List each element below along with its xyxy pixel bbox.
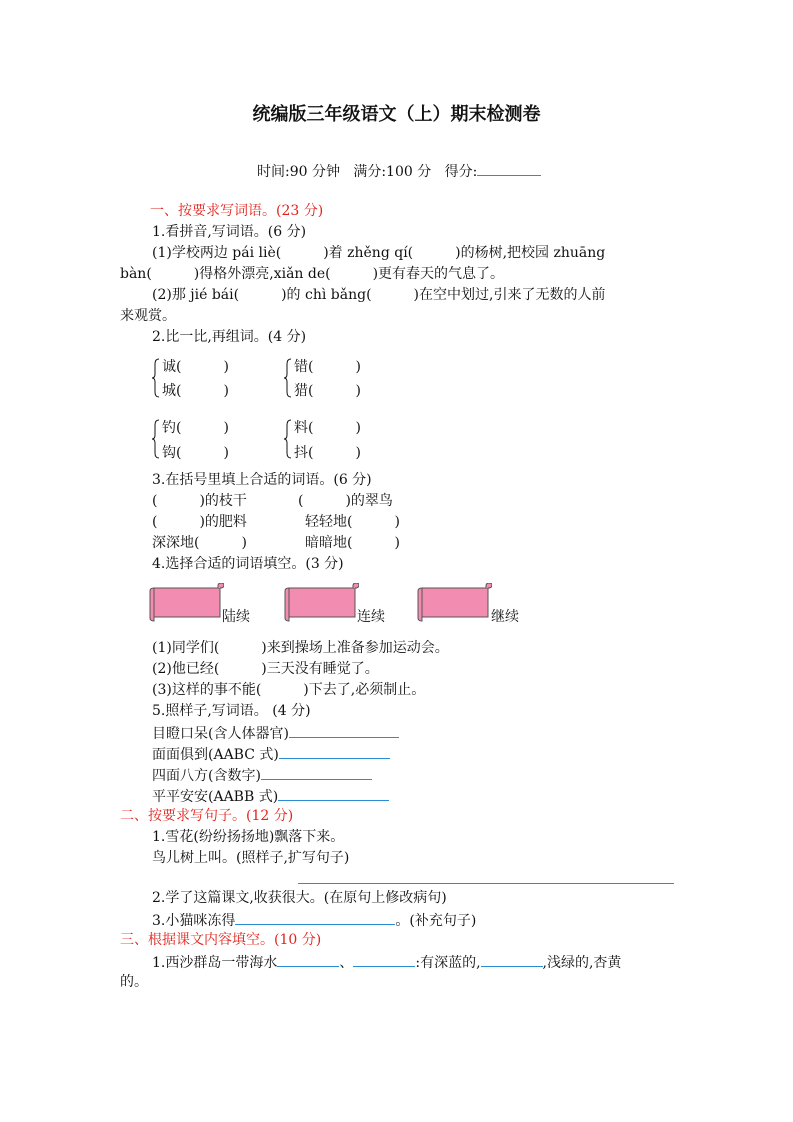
q2-word: 抖( ) xyxy=(294,445,361,461)
page-title: 统编版三年级语文（上）期末检测卷 xyxy=(252,104,541,125)
section-1-heading: 一、按要求写词语。(23 分) xyxy=(150,203,324,219)
section-3-heading: 三、根据课文内容填空。(10 分) xyxy=(120,932,322,948)
answer-blank[interactable] xyxy=(277,951,339,967)
q1-line: 来观赏。 xyxy=(120,308,176,324)
brace-icon xyxy=(152,358,160,398)
answer-line[interactable] xyxy=(298,883,674,884)
answer-blank[interactable] xyxy=(289,722,399,738)
s2-line: 3.小猫咪冻得 。(补充句子) xyxy=(152,909,476,931)
q1-line: (2)那 jié bái( )的 chì bǎng( )在空中划过,引来了无数的人前 xyxy=(152,287,606,303)
q1-line: bàn( )得格外漂亮,xiǎn de( )更有春天的气息了。 xyxy=(120,266,505,282)
q2-word: 错( ) xyxy=(294,359,361,375)
answer-blank[interactable] xyxy=(279,743,390,759)
score-blank[interactable] xyxy=(477,160,541,176)
time-info: 时间:90 分钟 xyxy=(257,164,340,180)
q1-line: (1)学校两边 pái liè( )着 zhěng qí( )的杨树,把校园 zhuāng xyxy=(152,245,606,261)
brace-icon xyxy=(284,358,292,398)
q2-title: 2.比一比,再组词。(4 分) xyxy=(152,329,307,345)
q3-item: ( )的枝干 xyxy=(152,493,247,509)
q4-line: (2)他已经( )三天没有睡觉了。 xyxy=(152,661,379,677)
scroll-icon xyxy=(416,583,492,623)
q3-item: ( )的肥料 xyxy=(152,514,247,530)
q5-item: 目瞪口呆(含人体器官) xyxy=(152,722,399,744)
word-option: 继续 xyxy=(491,609,519,625)
q4-line: (1)同学们( )来到操场上准备参加运动会。 xyxy=(152,640,449,656)
s2-line: 1.雪花(纷纷扬扬地)飘落下来。 xyxy=(152,829,345,845)
scroll-icon xyxy=(283,583,359,623)
s2-line: 鸟儿树上叫。(照样子,扩写句子) xyxy=(152,850,350,866)
q5-item: 平平安安(AABB 式) xyxy=(152,785,389,807)
section-2-heading: 二、按要求写句子。(12 分) xyxy=(120,808,294,824)
q2-word: 钓( ) xyxy=(162,420,229,436)
exam-info xyxy=(257,160,541,182)
q2-word: 猎( ) xyxy=(294,383,361,399)
q2-word: 料( ) xyxy=(294,420,361,436)
q4-line: (3)这样的事不能( )下去了,必须制止。 xyxy=(152,682,426,698)
q3-item: 暗暗地( ) xyxy=(305,535,400,551)
s2-line: 2.学了这篇课文,收获很大。(在原句上修改病句) xyxy=(152,890,447,906)
answer-blank[interactable] xyxy=(481,951,543,967)
scroll-icon xyxy=(148,583,224,623)
q2-word: 诚( ) xyxy=(162,359,229,375)
answer-blank[interactable] xyxy=(261,764,372,780)
s3-line: 的。 xyxy=(120,974,148,990)
q3-item: 深深地( ) xyxy=(152,535,247,551)
q3-item: ( )的翠鸟 xyxy=(298,493,393,509)
answer-blank[interactable] xyxy=(235,909,395,925)
q2-word: 城( ) xyxy=(162,383,229,399)
brace-icon xyxy=(152,419,160,459)
full-score-info: 满分:100 分 xyxy=(353,164,432,180)
word-option: 陆续 xyxy=(222,609,250,625)
brace-icon xyxy=(284,419,292,459)
q5-item: 面面俱到(AABC 式) xyxy=(152,743,390,765)
q3-item: 轻轻地( ) xyxy=(305,514,400,530)
q3-title: 3.在括号里填上合适的词语。(6 分) xyxy=(152,472,372,488)
q2-word: 钩( ) xyxy=(162,445,229,461)
q4-title: 4.选择合适的词语填空。(3 分) xyxy=(152,556,344,572)
q1-title: 1.看拼音,写词语。(6 分) xyxy=(152,224,307,240)
answer-blank[interactable] xyxy=(353,951,415,967)
score-label: 得分: xyxy=(444,164,478,180)
answer-blank[interactable] xyxy=(278,785,389,801)
word-option: 连续 xyxy=(357,609,385,625)
s3-line: 1.西沙群岛一带海水 、 :有深蓝的, ,浅绿的,杏黄 xyxy=(152,951,621,973)
q5-item: 四面八方(含数字) xyxy=(152,764,372,786)
q5-title: 5.照样子,写词语。 (4 分) xyxy=(152,703,311,719)
